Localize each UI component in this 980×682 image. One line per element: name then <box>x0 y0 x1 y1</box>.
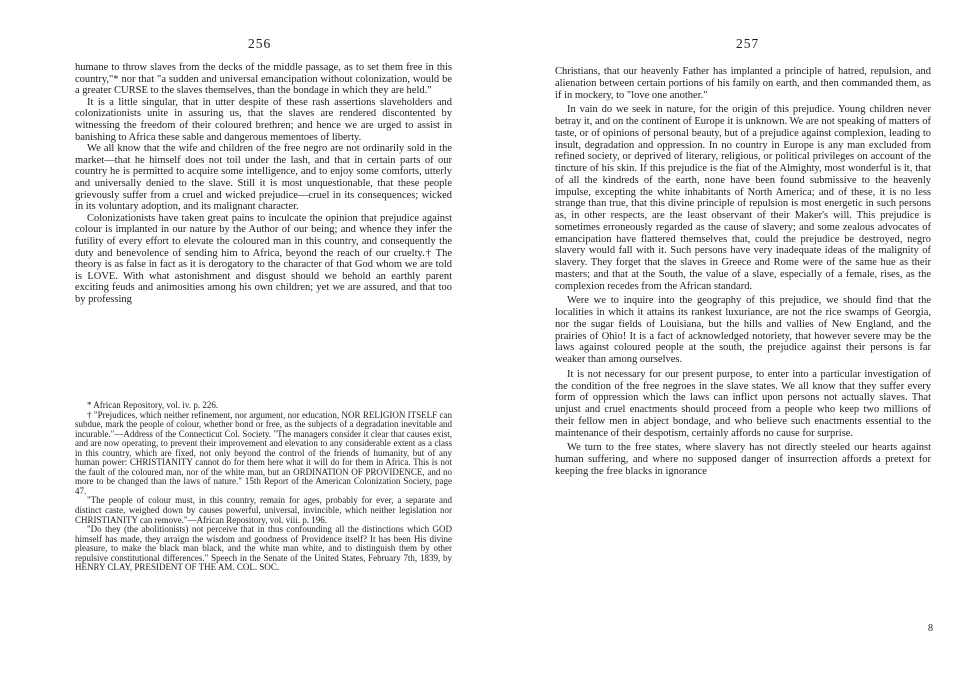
footnotes <box>75 401 452 573</box>
left-paragraph-3: We all know that the wife and children of the free negro are not ordinarily sold in the market—that he himself does not toil under the lash, and that in certain parts of our country he is permitted to acquire some intelligence, and to enjoy some comforts, utterly and universally denied to the slave. Still it is most unquestionable, that these people grievously suffer from a cruel and wicked prejudice—cruel in its consequences; wicked in its voluntary adoption, and its malignant character. <box>75 143 452 213</box>
right-paragraph-5: We turn to the free states, where slavery has not directly steeled our hearts against human suffering, and where no supposed danger of insurrection affords a pretext for keeping the free blacks in ignorance <box>555 442 931 477</box>
left-paragraph-1: humane to throw slaves from the decks of the middle passage, as to set them free in this country,"* nor that "a sudden and universal emancipation without colonization, would be a greater CURSE to the slaves themselves, than the bondage in which they are held." <box>75 62 452 97</box>
right-page <box>490 0 980 682</box>
footnote-1: * African Repository, vol. iv. p. 226. <box>87 400 219 410</box>
right-paragraph-4: It is not necessary for our present purpose, to enter into a particular investigation of the condition of the free negroes in the slave states. We all know that they suffer every form of oppression which the laws can inflict upon persons not actually slaves. That unjust and cruel enactments should proceed from a people who keep two millions of their fellow men in abject bondage, and who believe such enactments essential to the maintenance of their despotism, certainly affords no cause for surprise. <box>555 368 931 439</box>
left-body-text <box>75 62 452 305</box>
left-page-number: 256 <box>248 36 272 51</box>
right-body-text <box>555 66 931 478</box>
footnote-3: "The people of colour must, in this country, remain for ages, probably for ever, a separate and distinct caste, weighed down by causes powerful, universal, invincible, which neither legislation nor CHRISTIANITY can remove."—African Repository, vol. viii. p. 196. <box>75 495 452 525</box>
left-paragraph-4: Colonizationists have taken great pains to inculcate the opinion that prejudice against colour is implanted in our nature by the Author of our being; and whence they infer the futility of every effort to elevate the coloured man in this country, and consequently the duty and benevolence of sending him to Africa, beyond the reach of our cruelty.† The theory is as false in fact as it is derogatory to the character of that God whom we are told is LOVE. With what astonishment and disgust should we behold an earthly parent exciting feuds and animosities among his own children; yet we are assured, and that too by professing <box>75 212 452 305</box>
footnote-4: "Do they (the abolitionists) not perceive that in thus confounding all the distinctions which GOD himself has made, they arraign the wisdom and goodness of Providence itself? It has been His divine pleasure, to make the black man black, and the white man white, and to distinguish them by other repulsive constitutional differences." Speech in the Senate of the United States, February 7th, 1839, by HENRY CLAY, PRESIDENT OF THE AM. COL. SOC. <box>75 524 452 573</box>
signature-mark: 8 <box>928 623 933 634</box>
footnote-2: † "Prejudices, which neither refinement, nor argument, nor education, NOR RELIGION ITSELF can subdue, mark the people of colour, whether bond or free, as the subjects of a degradation inevitable and incurable."—Address of the Connecticut Col. Society. "The managers consider it clear that causes exist, and are now operating, to prevent their improvement and elevation to any considerable extent as a class in this country, which are fixed, not only beyond the control of the friends of humanity, but of any human power: CHRISTIANITY cannot do for them here what it will do for them in Africa. This is not the fault of the coloured man, nor of the white man, but an ORDINATION OF PROVIDENCE, and no more to be changed than the laws of nature." 15th Report of the American Colonization Society, page 47. <box>75 409 452 496</box>
right-paragraph-3: Were we to inquire into the geography of this prejudice, we should find that the localities in which it attains its rankest luxuriance, are not the rice swamps of Georgia, nor the sugar fields of Louisiana, but the hills and vallies of New England, and the prairies of Ohio! It is a fact of acknowledged notoriety, that however severe may be the laws against coloured people at the south, the prejudice against their persons is far weaker than among ourselves. <box>555 295 931 365</box>
right-paragraph-1: Christians, that our heavenly Father has implanted a principle of hatred, repulsion, and alienation between certain portions of his family on earth, and then commanded them, as if in mockery, to "love one another." <box>555 66 931 101</box>
right-page-number: 257 <box>736 36 760 51</box>
right-paragraph-2: In vain do we seek in nature, for the origin of this prejudice. Young children never betray it, and on the continent of Europe it is unknown. We are not speaking of matters of taste, or of opinions of personal beauty, but of a prejudice against complexion, leading to insult, degradation and oppression. In no country in Europe is any man excluded from refined society, or deprived of literary, religious, or political privileges on account of the tincture of his skin. If this prejudice is the fiat of the Almighty, most wonderful is it, that of all the kindreds of the earth, none have been found submissive to the heavenly impulse, excepting the white inhabitants of North America; and of these, it is no less strange than true, that this divine principle of repulsion is most energetic in such persons as, in other respects, are the least observant of their Maker's will. This prejudice is sometimes erroneously regarded as the cause of slavery; and some zealous advocates of emancipation have flattered themselves that, could the prejudice be destroyed, negro slavery would fall with it. Such persons have very inadequate ideas of the malignity of slavery. They forget that the slaves in Greece and Rome were of the same hue as their masters; and that at the South, the value of a slave, especially of a female, rises, as the complexion recedes from the African standard. <box>555 104 931 292</box>
left-paragraph-2: It is a little singular, that in utter despite of these rash assertions slaveholders and colonizationists unite in assuring us, that the slaves are rendered discontented by witnessing the freedom of their coloured brethren; and hence we are urged to assist in banishing to Africa these sable and dangerous mementoes of liberty. <box>75 96 452 143</box>
